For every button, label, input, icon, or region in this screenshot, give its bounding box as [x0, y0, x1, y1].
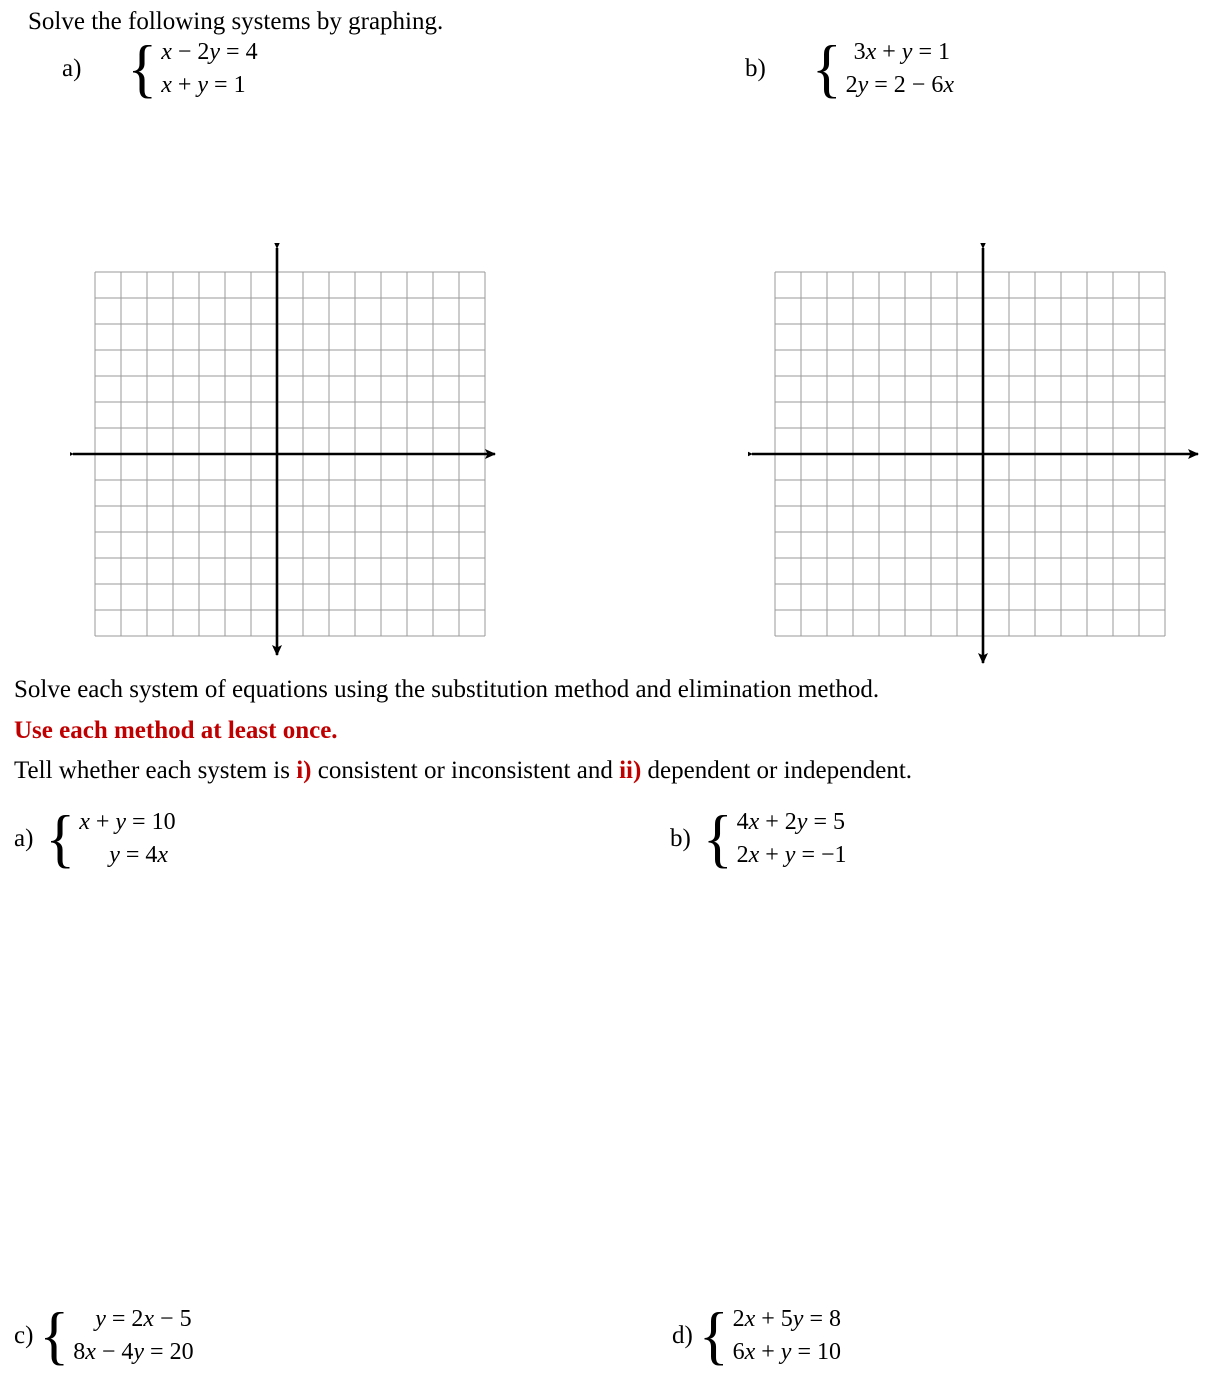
equation-2: 2y = 2 − 6x — [845, 72, 954, 98]
equation-1: 3x + y = 1 — [853, 39, 950, 65]
system-practice-b — [670, 803, 847, 875]
instruction-classify — [14, 757, 912, 785]
cases-brace: { — [127, 33, 158, 105]
cases-brace: { — [39, 1300, 70, 1372]
equation-1: x + y = 10 — [79, 809, 176, 835]
instruction-use-each-method: Use each method at least once. — [14, 717, 338, 744]
coordinate-grid-right — [748, 243, 1208, 675]
problem-label: d) — [672, 1322, 693, 1349]
equation-1: y = 2x − 5 — [95, 1306, 192, 1332]
equation-2: y = 4x — [109, 842, 169, 868]
classify-post: dependent or independent. — [641, 757, 913, 784]
equation-column — [733, 1303, 841, 1369]
classify-ii-marker: ii) — [619, 757, 642, 784]
problem-label: b) — [670, 825, 691, 852]
equation-2: 6x + y = 10 — [732, 1339, 841, 1365]
equation-2: 8x − 4y = 20 — [73, 1339, 194, 1365]
equation-column — [737, 806, 847, 872]
coordinate-grid-left — [70, 243, 510, 668]
equation-1: x − 2y = 4 — [161, 39, 258, 65]
instruction-methods: Solve each system of equations using the substitution method and elimination method. — [14, 676, 880, 703]
cases-brace: { — [45, 803, 76, 875]
equation-1: 4x + 2y = 5 — [736, 809, 845, 835]
problem-label: a) — [14, 825, 34, 852]
problem-label: c) — [14, 1322, 34, 1349]
equation-column — [161, 36, 257, 102]
equation-column — [846, 36, 954, 102]
system-practice-a — [14, 803, 176, 875]
equation-2: 2x + y = −1 — [736, 842, 847, 868]
classify-mid: consistent or inconsistent and — [311, 757, 620, 784]
cases-brace: { — [811, 33, 842, 105]
problem-label: b) — [745, 55, 766, 82]
classify-pre: Tell whether each system is — [14, 757, 297, 784]
cases-brace: { — [698, 1300, 729, 1372]
equation-1: 2x + 5y = 8 — [732, 1306, 841, 1332]
cases-brace: { — [702, 803, 733, 875]
equation-2: x + y = 1 — [161, 72, 246, 98]
system-practice-c — [14, 1300, 194, 1372]
graphing-section-title: Solve the following systems by graphing. — [28, 8, 444, 35]
system-graphing-b — [745, 33, 954, 105]
equation-column — [79, 806, 175, 872]
problem-label: a) — [62, 55, 82, 82]
classify-i-marker: i) — [296, 757, 312, 784]
system-graphing-a — [62, 33, 258, 105]
equation-column — [73, 1303, 193, 1369]
system-practice-d — [672, 1300, 841, 1372]
